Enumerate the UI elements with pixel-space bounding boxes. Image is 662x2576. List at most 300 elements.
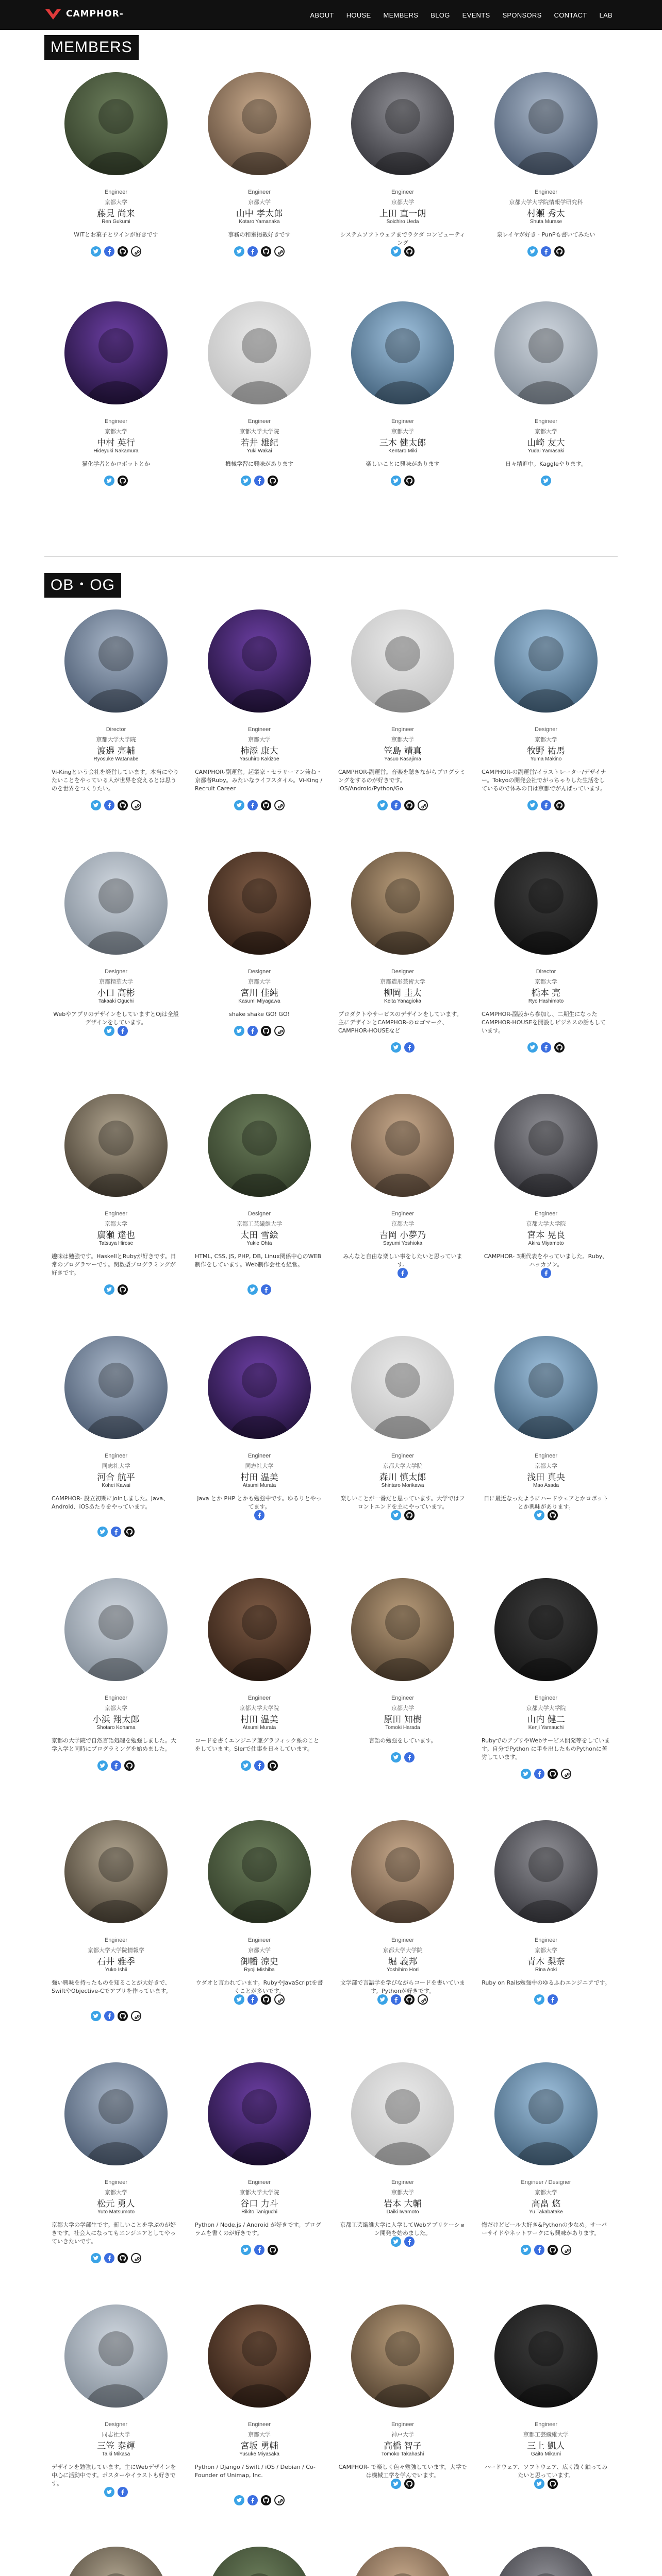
member-school: 京都大学 bbox=[105, 428, 127, 435]
section-divider bbox=[44, 556, 618, 557]
member-card bbox=[188, 72, 331, 301]
member-name-ja: 三木 健太郎 bbox=[379, 438, 426, 448]
member-card bbox=[331, 1820, 474, 2049]
member-name-ja: 谷口 力斗 bbox=[240, 2199, 278, 2209]
twitter-icon[interactable] bbox=[104, 1026, 114, 1036]
github-icon[interactable] bbox=[118, 246, 128, 257]
member-name-ja: 山崎 友大 bbox=[527, 438, 565, 448]
github-icon[interactable] bbox=[548, 2479, 558, 2489]
facebook-icon[interactable] bbox=[541, 1042, 551, 1053]
twitter-icon[interactable] bbox=[97, 1760, 108, 1771]
twitter-icon[interactable] bbox=[534, 2479, 544, 2489]
avatar bbox=[64, 2547, 168, 2576]
avatar bbox=[208, 1578, 311, 1681]
member-bio: 京都工芸繊維大学に入学してWebアプリケーション開発を始めました。 bbox=[340, 2222, 466, 2236]
member-card bbox=[44, 2547, 188, 2576]
twitter-icon[interactable] bbox=[97, 1527, 108, 1537]
member-role: Designer bbox=[247, 969, 271, 975]
member-role: Engineer bbox=[104, 1453, 128, 1459]
member-role: Director bbox=[536, 969, 556, 975]
twitter-icon[interactable] bbox=[377, 1994, 388, 2005]
member-name-ja: 牧野 祐馬 bbox=[527, 746, 565, 756]
social-links bbox=[331, 1042, 474, 1053]
github-icon[interactable] bbox=[118, 476, 128, 486]
member-name-en: Takaaki Oguchi bbox=[98, 998, 134, 1004]
facebook-icon[interactable] bbox=[541, 1268, 551, 1278]
social-links bbox=[188, 1510, 331, 1520]
nav-members[interactable]: MEMBERS bbox=[383, 11, 419, 19]
facebook-icon[interactable] bbox=[254, 1760, 264, 1771]
link-icon[interactable] bbox=[274, 1994, 285, 2005]
member-role: Engineer bbox=[534, 2421, 558, 2428]
member-school: 京都大学大学院情報学 bbox=[88, 1947, 144, 1954]
member-name-en: Tomoko Takahashi bbox=[381, 2451, 424, 2457]
member-name-en: Hideyuki Nakamura bbox=[93, 448, 139, 454]
facebook-icon[interactable] bbox=[247, 2495, 258, 2505]
member-card bbox=[474, 301, 618, 531]
facebook-icon[interactable] bbox=[254, 2245, 264, 2255]
member-school: 京都大学大学院 bbox=[239, 1705, 279, 1711]
avatar bbox=[208, 2304, 311, 2408]
twitter-icon[interactable] bbox=[391, 2479, 401, 2489]
link-icon[interactable] bbox=[561, 2245, 571, 2255]
facebook-icon[interactable] bbox=[247, 1994, 258, 2005]
member-school: 京都大学 bbox=[248, 199, 271, 206]
twitter-icon[interactable] bbox=[541, 476, 551, 486]
twitter-icon[interactable] bbox=[104, 1284, 114, 1295]
member-card bbox=[331, 72, 474, 301]
avatar bbox=[64, 2304, 168, 2408]
member-card bbox=[44, 1820, 188, 2049]
member-school: 京都大学 bbox=[391, 1705, 414, 1711]
github-icon[interactable] bbox=[554, 246, 565, 257]
member-card bbox=[44, 852, 188, 1081]
member-bio: shake shake GO! GO! bbox=[228, 1011, 290, 1018]
twitter-icon[interactable] bbox=[234, 246, 244, 257]
twitter-icon[interactable] bbox=[104, 2487, 114, 2497]
avatar bbox=[64, 1094, 168, 1197]
facebook-icon[interactable] bbox=[534, 1769, 544, 1779]
avatar bbox=[351, 2304, 454, 2408]
nav-lab[interactable]: LAB bbox=[599, 11, 613, 19]
twitter-icon[interactable] bbox=[234, 800, 244, 810]
facebook-icon[interactable] bbox=[541, 246, 551, 257]
twitter-icon[interactable] bbox=[521, 2245, 531, 2255]
member-name-en: Keita Yanagioka bbox=[384, 998, 421, 1004]
twitter-icon[interactable] bbox=[391, 1510, 401, 1520]
facebook-icon[interactable] bbox=[391, 1994, 401, 2005]
github-icon[interactable] bbox=[404, 800, 415, 810]
link-icon[interactable] bbox=[418, 1994, 428, 2005]
member-school: 同志社大学 bbox=[245, 1463, 274, 1469]
member-card bbox=[474, 2547, 618, 2576]
twitter-icon[interactable] bbox=[391, 246, 401, 257]
social-links bbox=[188, 1026, 331, 1036]
github-icon[interactable] bbox=[404, 1510, 415, 1520]
member-bio: Python / Node.js / Android が好きです。プログラムを書くのが好きです。 bbox=[195, 2222, 321, 2236]
avatar bbox=[351, 72, 454, 175]
github-icon[interactable] bbox=[404, 2479, 415, 2489]
nav-contact[interactable]: CONTACT bbox=[554, 11, 587, 19]
social-links bbox=[474, 1510, 618, 1520]
facebook-icon[interactable] bbox=[247, 1026, 258, 1036]
main-nav bbox=[297, 11, 613, 19]
member-name-ja: 吉岡 小夢乃 bbox=[379, 1230, 426, 1241]
member-bio: 言語の勉強をしています。 bbox=[369, 1737, 437, 1744]
twitter-icon[interactable] bbox=[104, 476, 114, 486]
nav-about[interactable]: ABOUT bbox=[310, 11, 334, 19]
social-links bbox=[188, 246, 331, 257]
github-icon[interactable] bbox=[404, 476, 415, 486]
member-card bbox=[474, 1336, 618, 1565]
link-icon[interactable] bbox=[131, 800, 141, 810]
member-card bbox=[44, 2062, 188, 2292]
twitter-icon[interactable] bbox=[527, 246, 538, 257]
facebook-icon[interactable] bbox=[548, 1994, 558, 2005]
member-name-en: Kasumi Miyagawa bbox=[238, 998, 280, 1004]
member-school: 京都精華大学 bbox=[99, 978, 133, 985]
member-card bbox=[188, 2304, 331, 2534]
social-links bbox=[331, 1268, 474, 1278]
social-links bbox=[474, 2245, 618, 2255]
member-school: 神戸大学 bbox=[391, 2431, 414, 2438]
member-bio: 悔だけどビール大好き&Pythonの少なめ。サーバーサイドやネットワークにも興味があります。 bbox=[482, 2222, 607, 2236]
member-school: 京都大学 bbox=[535, 736, 557, 743]
facebook-icon[interactable] bbox=[398, 1268, 408, 1278]
member-name-ja: 松元 勇人 bbox=[97, 2199, 135, 2209]
twitter-icon[interactable] bbox=[534, 1994, 544, 2005]
github-icon[interactable] bbox=[124, 1760, 135, 1771]
member-name-ja: 森川 慎太郎 bbox=[379, 1472, 426, 1483]
member-card bbox=[44, 301, 188, 531]
twitter-icon[interactable] bbox=[534, 1510, 544, 1520]
member-role: Engineer bbox=[391, 189, 415, 195]
github-icon[interactable] bbox=[118, 2253, 128, 2263]
member-bio: CAMPHOR-の副運営/イラストレーター/デザイナー。Tokyoの開発会社でがっちゃりした生活をしているので休みの日は京都でがんばっています。 bbox=[482, 769, 606, 792]
social-links bbox=[188, 800, 331, 810]
member-name-ja: 柿添 康大 bbox=[240, 746, 278, 756]
member-role: Engineer bbox=[534, 1695, 558, 1701]
member-name-en: Tatsuya Hirose bbox=[98, 1241, 134, 1246]
member-bio: 機械学習に興味があります bbox=[225, 461, 293, 467]
facebook-icon[interactable] bbox=[247, 246, 258, 257]
member-name-ja: 藤見 尚来 bbox=[97, 209, 135, 219]
member-role: Engineer bbox=[104, 2179, 128, 2185]
member-card bbox=[331, 609, 474, 839]
member-card bbox=[188, 852, 331, 1081]
member-role: Engineer bbox=[391, 418, 415, 425]
social-links bbox=[474, 246, 618, 257]
avatar bbox=[208, 1820, 311, 1923]
member-card bbox=[188, 1820, 331, 2049]
github-icon[interactable] bbox=[261, 800, 271, 810]
member-name-en: Ryoji Mishiba bbox=[244, 1967, 275, 1973]
member-role: Engineer bbox=[391, 1453, 415, 1459]
member-role: Engineer bbox=[534, 1937, 558, 1943]
facebook-icon[interactable] bbox=[261, 1284, 271, 1295]
avatar bbox=[64, 72, 168, 175]
facebook-icon[interactable] bbox=[254, 1510, 264, 1520]
social-links bbox=[474, 1769, 618, 1779]
social-links bbox=[44, 1026, 188, 1036]
member-bio: 事務の和室掲載好きです bbox=[228, 231, 291, 238]
member-name-en: Ren Gukumi bbox=[102, 219, 130, 225]
member-card bbox=[188, 1094, 331, 1323]
member-school: 京都大学 bbox=[105, 199, 127, 206]
avatar bbox=[494, 1336, 598, 1439]
member-school: 京都工芸繊維大学 bbox=[523, 2431, 569, 2438]
member-name-ja: 笠島 靖真 bbox=[384, 746, 422, 756]
member-card bbox=[474, 1820, 618, 2049]
social-links bbox=[474, 1042, 618, 1053]
social-links bbox=[188, 2495, 331, 2505]
avatar bbox=[494, 2062, 598, 2165]
member-bio: 日々精進中。Kaggleやります。 bbox=[505, 461, 587, 467]
member-bio: 強い興味を持ったものを知ることが大好きで、SwiftやObjective-Cでアプリを作っています。 bbox=[52, 1979, 172, 1994]
twitter-icon[interactable] bbox=[91, 2253, 101, 2263]
member-name-ja: 三笠 泰輝 bbox=[97, 2441, 135, 2451]
link-icon[interactable] bbox=[131, 2253, 141, 2263]
avatar bbox=[494, 1578, 598, 1681]
social-links bbox=[44, 2487, 188, 2497]
link-icon[interactable] bbox=[274, 246, 285, 257]
members-section-title: MEMBERS bbox=[44, 35, 139, 60]
facebook-icon[interactable] bbox=[541, 800, 551, 810]
nav-blog[interactable]: BLOG bbox=[431, 11, 450, 19]
member-name-en: Yukie Ohta bbox=[246, 1241, 272, 1246]
member-bio: CAMPHOR-副運営。音楽を聴きながらプログラミングをするのが好きです。iOS/Android/Python/Go bbox=[338, 769, 466, 792]
member-card bbox=[44, 72, 188, 301]
facebook-icon[interactable] bbox=[118, 2487, 128, 2497]
member-name-en: Yusuke Miyasaka bbox=[239, 2451, 279, 2457]
member-role: Engineer bbox=[247, 726, 271, 733]
member-role: Engineer bbox=[247, 1453, 271, 1459]
member-card bbox=[44, 1336, 188, 1565]
member-bio: システムソフトウェアまでラクダ コンピューティング bbox=[340, 231, 466, 246]
member-bio: CAMPHOR-副運営。起業家・セラリーマン兼ね・京都者Ruby。みたいなライフスタイル。Vi-King / Recruit Career bbox=[195, 769, 323, 792]
member-bio: CAMPHOR-副設から参加し、二期生になったCAMPHOR-HOUSEを開設しビジネスの話もしています。 bbox=[482, 1011, 606, 1034]
member-school: 京都大学大学院 bbox=[239, 428, 279, 435]
twitter-icon[interactable] bbox=[241, 476, 251, 486]
link-icon[interactable] bbox=[274, 1026, 285, 1036]
link-icon[interactable] bbox=[131, 2011, 141, 2021]
twitter-icon[interactable] bbox=[527, 800, 538, 810]
facebook-icon[interactable] bbox=[104, 2011, 114, 2021]
avatar bbox=[208, 2062, 311, 2165]
github-icon[interactable] bbox=[118, 1284, 128, 1295]
twitter-icon[interactable] bbox=[377, 800, 388, 810]
facebook-icon[interactable] bbox=[104, 2253, 114, 2263]
facebook-icon[interactable] bbox=[404, 1042, 415, 1053]
facebook-icon[interactable] bbox=[404, 2236, 415, 2247]
twitter-icon[interactable] bbox=[391, 2236, 401, 2247]
member-name-en: Rina Aoki bbox=[535, 1967, 557, 1973]
social-links bbox=[44, 800, 188, 810]
facebook-icon[interactable] bbox=[118, 1026, 128, 1036]
facebook-icon[interactable] bbox=[534, 2245, 544, 2255]
avatar bbox=[208, 1336, 311, 1439]
twitter-icon[interactable] bbox=[391, 1752, 401, 1762]
member-role: Engineer bbox=[391, 2421, 415, 2428]
github-icon[interactable] bbox=[404, 1994, 415, 2005]
avatar bbox=[64, 852, 168, 955]
github-icon[interactable] bbox=[548, 2245, 558, 2255]
nav-sponsors[interactable]: SPONSORS bbox=[502, 11, 542, 19]
member-role: Engineer bbox=[247, 1695, 271, 1701]
social-links bbox=[44, 2253, 188, 2263]
github-icon[interactable] bbox=[261, 1994, 271, 2005]
twitter-icon[interactable] bbox=[521, 1769, 531, 1779]
facebook-icon[interactable] bbox=[111, 1527, 121, 1537]
member-name-en: Ryosuke Watanabe bbox=[93, 756, 139, 762]
member-card bbox=[331, 1094, 474, 1323]
member-name-en: Kohei Kawai bbox=[102, 1483, 130, 1488]
member-name-ja: 柳岡 圭太 bbox=[384, 988, 422, 998]
member-name-en: Gaito Mikami bbox=[531, 2451, 561, 2457]
twitter-icon[interactable] bbox=[91, 246, 101, 257]
member-name-en: Kentaro Miki bbox=[388, 448, 417, 454]
link-icon[interactable] bbox=[418, 800, 428, 810]
member-name-ja: 青木 梨奈 bbox=[527, 1957, 565, 1967]
facebook-icon[interactable] bbox=[111, 1760, 121, 1771]
facebook-icon[interactable] bbox=[104, 246, 114, 257]
member-name-ja: 岩本 大輔 bbox=[384, 2199, 422, 2209]
member-role: Engineer bbox=[247, 1937, 271, 1943]
member-name-ja: 中村 英行 bbox=[97, 438, 135, 448]
github-icon[interactable] bbox=[118, 2011, 128, 2021]
member-name-ja: 小口 高彬 bbox=[97, 988, 135, 998]
social-links bbox=[44, 476, 188, 486]
github-icon[interactable] bbox=[554, 1042, 565, 1053]
member-bio: ハードウェア、ソフトウェア、広く浅く触ってみたいと思っています。 bbox=[484, 2464, 608, 2479]
member-school: 京都大学 bbox=[248, 978, 271, 985]
member-name-ja: 高畠 悠 bbox=[531, 2199, 561, 2209]
link-icon[interactable] bbox=[561, 1769, 571, 1779]
twitter-icon[interactable] bbox=[234, 2495, 244, 2505]
member-card bbox=[331, 2547, 474, 2576]
twitter-icon[interactable] bbox=[247, 1284, 258, 1295]
github-icon[interactable] bbox=[268, 476, 278, 486]
member-school: 京都大学 bbox=[248, 736, 271, 743]
facebook-icon[interactable] bbox=[404, 1752, 415, 1762]
member-bio: 趣味は勉強です。HaskellとRubyが好きです。日常のプログラマーです。関数型プログラミングが好きです。 bbox=[52, 1253, 176, 1276]
member-name-ja: 堀 義邦 bbox=[388, 1957, 418, 1967]
member-role: Designer bbox=[104, 2421, 128, 2428]
member-role: Engineer bbox=[247, 2179, 271, 2185]
camphor-logo-icon bbox=[44, 5, 62, 23]
member-bio: 京都の大学院で自然言語処理を勉強しました。大学入学と同時にプログラミングを始めました。 bbox=[52, 1737, 176, 1752]
member-name-en: Rikito Taniguchi bbox=[241, 2209, 277, 2215]
member-bio: 日に最近なったようにハードウェアとかロボットとか興味があります。 bbox=[484, 1495, 608, 1510]
social-links bbox=[474, 476, 618, 486]
avatar bbox=[64, 2062, 168, 2165]
github-icon[interactable] bbox=[268, 2245, 278, 2255]
twitter-icon[interactable] bbox=[234, 1994, 244, 2005]
twitter-icon[interactable] bbox=[91, 800, 101, 810]
github-icon[interactable] bbox=[261, 1026, 271, 1036]
github-icon[interactable] bbox=[124, 1527, 135, 1537]
member-role: Designer bbox=[391, 969, 415, 975]
social-links bbox=[331, 1510, 474, 1520]
link-icon[interactable] bbox=[131, 246, 141, 257]
member-school: 京都大学 bbox=[105, 1221, 127, 1227]
member-role: Engineer bbox=[391, 1937, 415, 1943]
twitter-icon[interactable] bbox=[527, 1042, 538, 1053]
member-role: Engineer bbox=[104, 1937, 128, 1943]
member-name-ja: 原田 知樹 bbox=[384, 1715, 422, 1725]
facebook-icon[interactable] bbox=[391, 800, 401, 810]
member-card bbox=[474, 852, 618, 1081]
avatar bbox=[64, 1578, 168, 1681]
twitter-icon[interactable] bbox=[234, 1026, 244, 1036]
member-bio: コードを書くエンジニア兼グラフィック系のことをしています。SIerで仕事を日々しています。 bbox=[195, 1737, 319, 1752]
member-card bbox=[331, 301, 474, 531]
member-card bbox=[331, 852, 474, 1081]
member-school: 同志社大学 bbox=[102, 1463, 130, 1469]
github-icon[interactable] bbox=[554, 800, 565, 810]
member-name-en: Atsumi Murata bbox=[242, 1483, 276, 1488]
link-icon[interactable] bbox=[274, 2495, 285, 2505]
member-school: 京都大学大学院 bbox=[239, 2189, 279, 2196]
member-role: Director bbox=[106, 726, 126, 733]
member-role: Engineer / Designer bbox=[521, 2179, 571, 2185]
member-bio: RubyでのアプリやWebサービス開発等をしています。自分でPython に手を出したものPythonに苦労しています。 bbox=[482, 1737, 610, 1760]
nav-events[interactable]: EVENTS bbox=[462, 11, 490, 19]
member-role: Engineer bbox=[104, 418, 128, 425]
github-icon[interactable] bbox=[548, 1769, 558, 1779]
github-icon[interactable] bbox=[118, 800, 128, 810]
github-icon[interactable] bbox=[268, 1760, 278, 1771]
social-links bbox=[474, 800, 618, 810]
member-bio: 文学部で言語学を学びながらコードを書いています。Pythonが好きです。 bbox=[340, 1979, 465, 1994]
site-logo[interactable] bbox=[44, 5, 124, 23]
member-bio: Java とか PHP とかも勉強中です。ゆるりとやってます。 bbox=[197, 1495, 322, 1510]
member-bio: プロダクトやサービスのデザインをしています。主にデザインとCAMPHOR-のロゴマーク、CAMPHOR-HOUSEなど bbox=[338, 1011, 462, 1034]
member-name-en: Yudai Yamasaki bbox=[527, 448, 565, 454]
member-name-ja: 宮川 佳純 bbox=[240, 988, 278, 998]
facebook-icon[interactable] bbox=[247, 800, 258, 810]
member-role: Designer bbox=[534, 726, 558, 733]
facebook-icon[interactable] bbox=[104, 800, 114, 810]
twitter-icon[interactable] bbox=[241, 2245, 251, 2255]
social-links bbox=[44, 1284, 188, 1295]
member-name-ja: 橋本 亮 bbox=[531, 988, 561, 998]
nav-house[interactable]: HOUSE bbox=[346, 11, 371, 19]
member-school: 京都大学大学院 bbox=[96, 736, 136, 743]
twitter-icon[interactable] bbox=[241, 1760, 251, 1771]
member-bio: CAMPHOR- 3期代表をやっていました。Ruby、ハッカソン。 bbox=[484, 1253, 608, 1268]
github-icon[interactable] bbox=[261, 2495, 271, 2505]
member-name-ja: 小浜 翔太郎 bbox=[92, 1715, 140, 1725]
avatar bbox=[351, 1578, 454, 1681]
member-name-en: Kenji Yamauchi bbox=[528, 1725, 564, 1731]
twitter-icon[interactable] bbox=[391, 476, 401, 486]
member-name-ja: 山中 孝太郎 bbox=[236, 209, 283, 219]
facebook-icon[interactable] bbox=[254, 476, 264, 486]
github-icon[interactable] bbox=[404, 246, 415, 257]
avatar bbox=[494, 1094, 598, 1197]
member-card bbox=[331, 1578, 474, 1807]
member-name-ja: 渡邉 亮輔 bbox=[97, 746, 135, 756]
github-icon[interactable] bbox=[548, 1510, 558, 1520]
member-school: 京都造形芸術大学 bbox=[380, 978, 425, 985]
github-icon[interactable] bbox=[261, 246, 271, 257]
link-icon[interactable] bbox=[274, 800, 285, 810]
member-name-ja: 三上 凱人 bbox=[527, 2441, 565, 2451]
member-role: Engineer bbox=[534, 418, 558, 425]
twitter-icon[interactable] bbox=[91, 2011, 101, 2021]
twitter-icon[interactable] bbox=[391, 1042, 401, 1053]
